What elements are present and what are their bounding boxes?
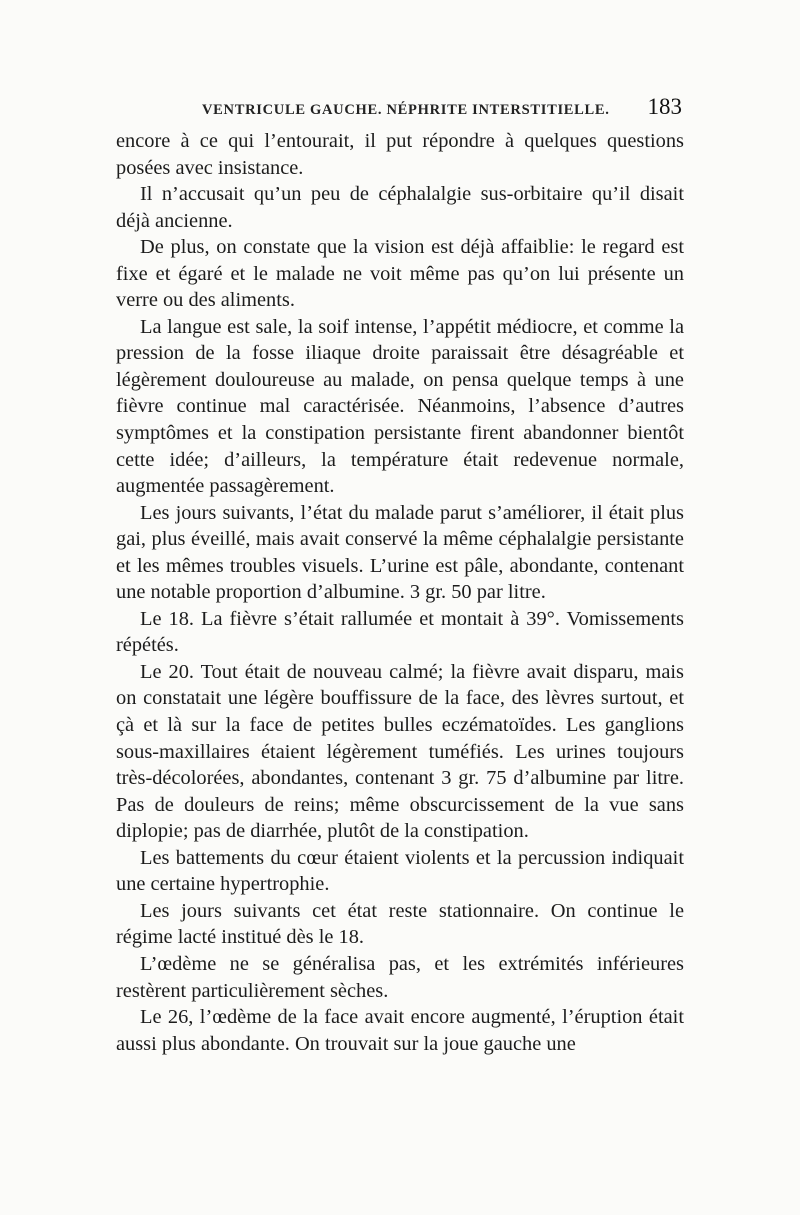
paragraph: De plus, on constate que la vision est déjà affaiblie: le regard est fixe et égaré et le malade ne voit même pas qu’on lui présente un verre ou des aliments. bbox=[116, 236, 684, 312]
paragraph: encore à ce qui l’entourait, il put répondre à quelques questions posées avec insistance. bbox=[116, 130, 684, 179]
paragraph: Le 26, l’œdème de la face avait encore augmenté, l’éruption était aussi plus abondante. On trouvait sur la joue gauche une bbox=[116, 1006, 684, 1055]
running-head: VENTRICULE GAUCHE. NÉPHRITE INTERSTITIELLE. bbox=[202, 102, 610, 118]
paragraph: Le 20. Tout était de nouveau calmé; la fièvre avait disparu, mais on constatait une légère bouffissure de la face, des lèvres surtout, et çà et là sur la face de petites bulles eczématoïdes. Les ganglions sous-maxillaires étaient légèrement tuméfiés. Les urines toujours très-décolorées, abondantes, contenant 3 gr. 75 d’albumine par litre. Pas de douleurs de reins; même obscurcissement de la vue sans diplopie; pas de diarrhée, plutôt de la constipation. bbox=[116, 660, 684, 843]
paragraph: Le 18. La fièvre s’était rallumée et montait à 39°. Vomissements répétés. bbox=[116, 607, 684, 657]
page-number: 183 bbox=[647, 94, 682, 119]
paragraph: La langue est sale, la soif intense, l’appétit médiocre, et comme la pression de la fosse iliaque droite paraissait être désagréable et légèrement douloureuse au malade, on pensa quelque temps à une fièvre continue mal caractérisée. Néanmoins, l’absence d’autres symptômes et la constipation persistante firent abandonner bientôt cette idée; d’ailleurs, la température était redevenue normale, augmentée passagèrement. bbox=[116, 315, 684, 498]
body-text bbox=[116, 128, 684, 1057]
paragraph: Les jours suivants, l’état du malade parut s’améliorer, il était plus gai, plus éveillé, mais avait conservé la même céphalalgie persistante et les mêmes troubles visuels. L’urine est pâle, abondante, contenant une notable proportion d’albumine. 3 gr. 50 par litre. bbox=[116, 501, 684, 604]
page-header bbox=[116, 92, 684, 128]
paragraph: Il n’accusait qu’un peu de céphalalgie sus-orbitaire qu’il disait déjà ancienne. bbox=[116, 183, 684, 232]
paragraph: L’œdème ne se généralisa pas, et les extrémités inférieures restèrent particulièrement sèches. bbox=[116, 952, 684, 1002]
book-page bbox=[116, 92, 684, 1172]
paragraph: Les jours suivants cet état reste stationnaire. On continue le régime lacté institué dès le 18. bbox=[116, 899, 684, 949]
paragraph: Les battements du cœur étaient violents et la percussion indiquait une certaine hypertrophie. bbox=[116, 846, 684, 896]
